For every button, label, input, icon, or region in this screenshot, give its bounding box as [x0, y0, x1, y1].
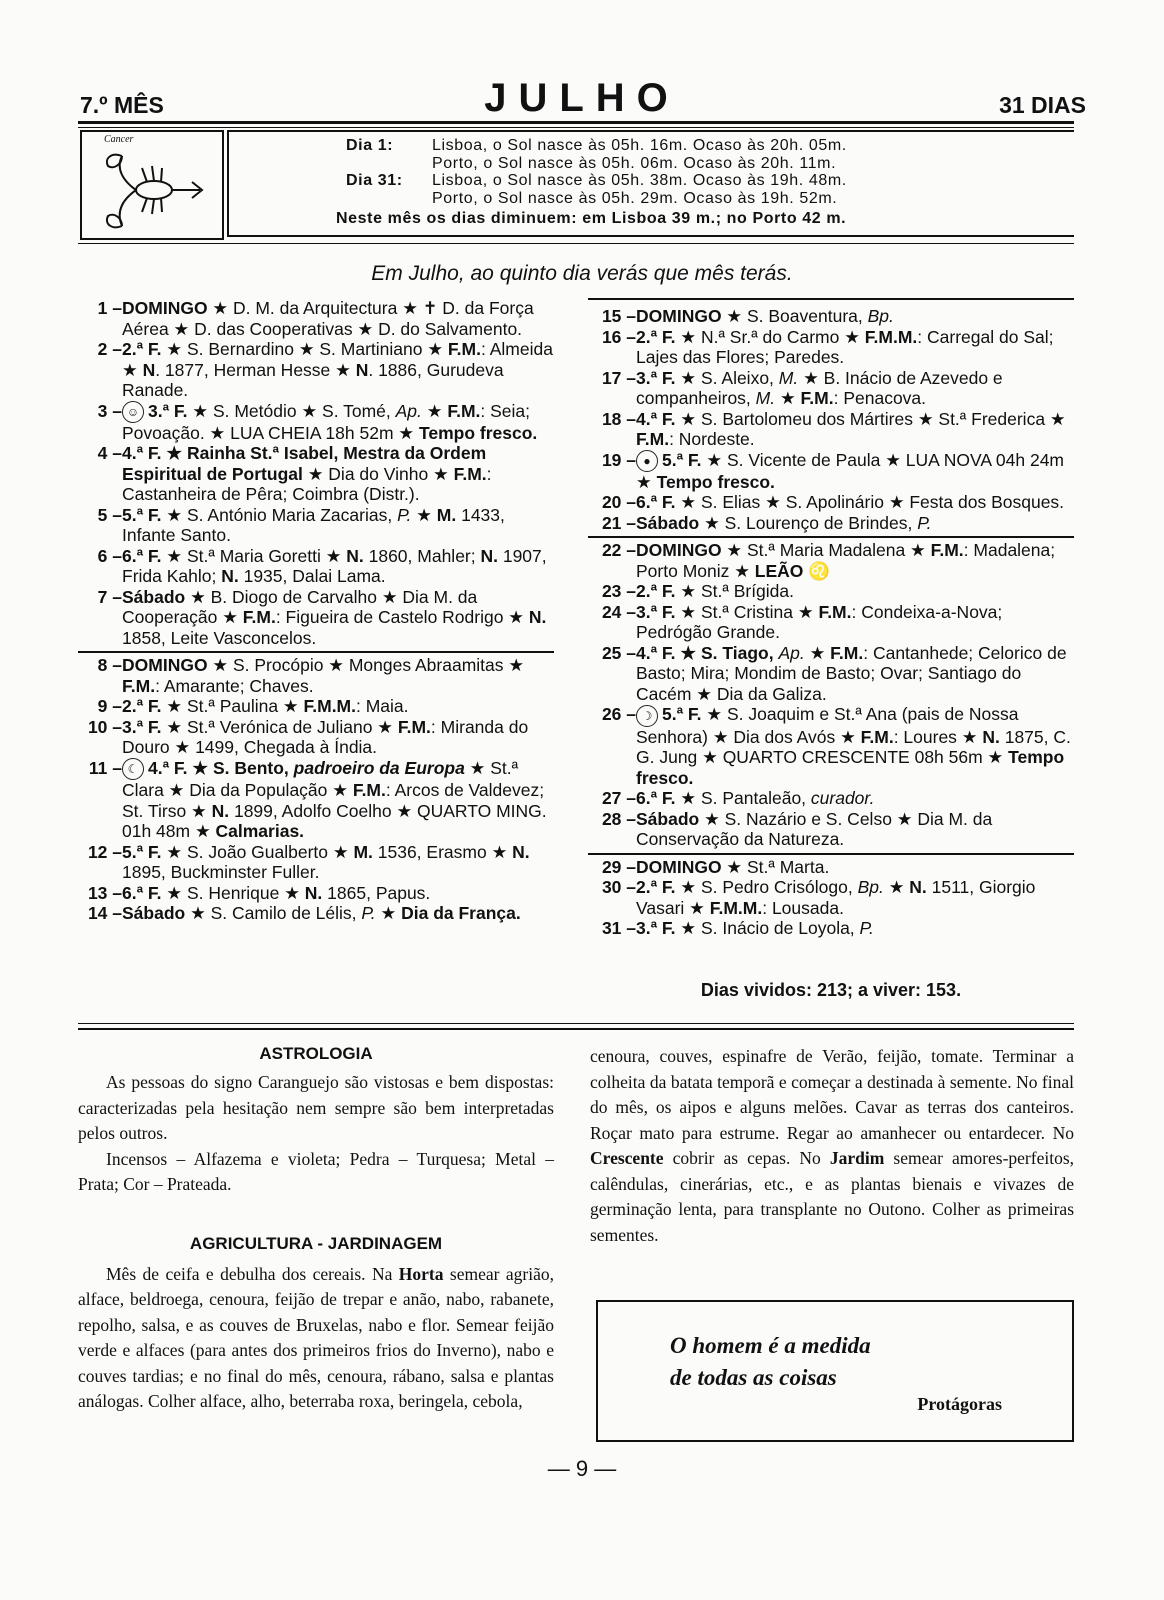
quote-author: Protágoras — [917, 1394, 1002, 1414]
page-number: — 9 — — [547, 1456, 617, 1481]
day31-lisboa: Lisboa, o Sol nasce às 05h. 38m. Ocaso às 19h. 48m. — [432, 172, 847, 189]
agriculture-title: AGRICULTURA - JARDINAGEM — [189, 1233, 443, 1253]
quote-box — [596, 1300, 1074, 1442]
day-entry: 5 – 5.ª F. ★ S. António Maria Zacarias, P. ★ M. 1433, Infante Santo. — [97, 504, 505, 546]
day-entry: 4 – 4.ª F. ★ Rainha St.ª Isabel, Mestra da Ordem Espiritual de Portugal ★ Dia do Vinho ★ F.M.: Castanheira de Pêra; Coimbra (Distr.). — [97, 443, 492, 505]
day-entry: 17 – 3.ª F. ★ S. Aleixo, M. ★ B. Inácio de Azevedo e companheiros, M. ★ F.M.: Penacova. — [601, 367, 1003, 408]
astrology-section — [78, 1044, 554, 1415]
last-quarter-moon-icon: ☾ — [122, 758, 144, 780]
sun-times — [336, 137, 847, 228]
day-entry: 31 – 3.ª F. ★ S. Inácio de Loyola, P. — [601, 918, 874, 939]
day-entry: 6 – 6.ª F. ★ St.ª Maria Goretti ★ N. 1860, Mahler; N. 1907, Frida Kahlo; N. 1935, Dalai Lama. — [97, 545, 547, 587]
month-number: 7.º MÊS — [80, 92, 164, 118]
day1-porto: Porto, o Sol nasce às 05h. 06m. Ocaso às 20h. 11m. — [432, 154, 837, 172]
crayfish-icon — [92, 146, 212, 236]
day-entry: 27 – 6.ª F. ★ S. Pantaleão, curador. — [601, 788, 875, 809]
day-entry: 20 – 6.ª F. ★ S. Elias ★ S. Apolinário ★ Festa dos Bosques. — [601, 492, 1065, 513]
week-divider — [588, 298, 1074, 306]
day-entry: 15 – DOMINGO ★ S. Boaventura, Bp. — [601, 306, 894, 326]
zodiac-sign-box — [80, 130, 224, 240]
day-entry: 22 – DOMINGO ★ St.ª Maria Madalena ★ F.M.: Madalena; Porto Moniz ★ LEÃO ♌ — [588, 536, 1074, 581]
day-entry: 13 – 6.ª F. ★ S. Henrique ★ N. 1865, Papus. — [87, 882, 431, 903]
day1-label: Dia 1: — [346, 137, 394, 154]
day-entry: 18 – 4.ª F. ★ S. Bartolomeu dos Mártires ★ St.ª Frederica ★ F.M.: Nordeste. — [601, 408, 1066, 449]
astrology-attributes: Incensos – Alfazema e violeta; Pedra – Turquesa; Metal – Prata; Cor – Prateada. — [78, 1148, 554, 1194]
leo-icon: ♌ — [803, 560, 831, 581]
day-entry: 23 – 2.ª F. ★ St.ª Brígida. — [601, 581, 795, 602]
page-title: JULHO — [484, 76, 680, 120]
section-rule-thick — [78, 1028, 1074, 1030]
day-entry: 12 – 5.ª F. ★ S. João Gualberto ★ M. 1536, Erasmo ★ N. 1895, Buckminster Fuller. — [87, 841, 530, 883]
sun-box-bottom — [227, 235, 1074, 237]
day-entry: 25 – 4.ª F. ★ S. Tiago, Ap. ★ F.M.: Cantanhede; Celorico de Basto; Mira; Mondim de Basto; Ovar; Santiago do Cacém ★ Dia da Galiza. — [601, 642, 1067, 704]
header-rule — [78, 121, 1074, 124]
days-summary: Dias vividos: 213; a viver: 153. — [700, 980, 962, 1000]
astrology-text: As pessoas do signo Caranguejo são vistosas e bem dispostas: caracterizadas pela hesitação nem sempre são bem interpretadas pelos outros. — [78, 1072, 554, 1143]
day-entry: 9 – 2.ª F. ★ St.ª Paulina ★ F.M.M.: Maia. — [97, 696, 409, 717]
header-rule-thin — [78, 127, 1074, 128]
day-entry: 28 – Sábado ★ S. Nazário e S. Celso ★ Dia M. da Conservação da Natureza. — [601, 808, 993, 850]
days-column-left — [78, 298, 554, 924]
header-rule-bottom — [78, 243, 1074, 244]
day-entry: 19 – ● 5.ª F. ★ S. Vicente de Paula ★ LUA NOVA 04h 24m ★ Tempo fresco. — [601, 449, 1065, 492]
day-entry: 30 – 2.ª F. ★ S. Pedro Crisólogo, Bp. ★ N. 1511, Giorgio Vasari ★ F.M.M.: Lousada. — [601, 877, 1036, 918]
new-moon-icon: ● — [636, 450, 658, 472]
days-column-right — [588, 298, 1074, 939]
agriculture-text: Mês de ceifa e debulha dos cereais. Na Horta semear agrião, alface, beldroega, cenoura, feijão de trepar e anão, nabo, rabanete, repolho, salsa, e as couves de Bruxelas, nabo e flor. Semear feijão verde e alfaces (para antes dos primeiros frios do Inverno), nabo e couves tardias; e no final do mês, cenoura, rábano, salsa e plantas análogas. Colher alface, alho, beterraba roxa, beringela, cebola, — [78, 1263, 554, 1411]
day-entry: 29 – DOMINGO ★ St.ª Marta. — [588, 853, 1074, 878]
day-entry: 8 – DOMINGO ★ S. Procópio ★ Monges Abraamitas ★ F.M.: Amarante; Chaves. — [78, 651, 554, 696]
days-count: 31 DIAS — [999, 92, 1086, 118]
day-entry: 7 – Sábado ★ B. Diogo de Carvalho ★ Dia M. da Cooperação ★ F.M.: Figueira de Castelo Rodrigo ★ N. 1858, Leite Vasconcelos. — [97, 586, 547, 648]
day-entry: 21 – Sábado ★ S. Lourenço de Brindes, P. — [601, 512, 932, 533]
day-entry: 11 – ☾ 4.ª F. ★ S. Bento, padroeiro da Europa ★ St.ª Clara ★ Dia da População ★ F.M.: Arcos de Valdevez; St. Tirso ★ N. 1899, Adolfo Coelho ★ QUARTO MING. 01h 48m ★ Calmarias. — [88, 757, 547, 842]
sun-box-left — [227, 130, 229, 237]
day-entry: 3 – ☺ 3.ª F. ★ S. Metódio ★ S. Tomé, Ap. ★ F.M.: Seia; Povoação. ★ LUA CHEIA 18h 52m ★ Tempo fresco. — [97, 400, 538, 443]
agriculture-continued: cenoura, couves, espinafre de Verão, feijão, tomate. Terminar a colheita da batata temporã e começar a destinada à semente. No final do mês, os aipos e alguns melões. Cavar as terras dos canteiros. Roçar mato para estrume. Regar ao amanhecer ou entardecer. No Crescente cobrir as cepas. No Jardim semear amores-perfeitos, calêndulas, cinerárias, etc., e as plantas bienais e vivazes de germinação lenta, para transplante no Outono. Colher as primeiras sementes. — [590, 1046, 1075, 1245]
sun-box-top — [227, 130, 1074, 132]
day1-lisboa: Lisboa, o Sol nasce às 05h. 16m. Ocaso às 20h. 05m. — [432, 137, 847, 154]
section-rule — [78, 1023, 1074, 1024]
day-entry: 1 – DOMINGO ★ D. M. da Arquitectura ★ ✝ D. da Força Aérea ★ D. das Cooperativas ★ D. do Salvamento. — [97, 298, 534, 339]
day31-label: Dia 31: — [346, 172, 403, 189]
day-entry: 14 – Sábado ★ S. Camilo de Lélis, P. ★ Dia da França. — [87, 903, 521, 924]
day-entry: 16 – 2.ª F. ★ N.ª Sr.ª do Carmo ★ F.M.M.: Carregal do Sal; Lajes das Flores; Paredes. — [601, 326, 1054, 367]
day31-porto: Porto, o Sol nasce às 05h. 29m. Ocaso às 19h. 52m. — [432, 189, 838, 207]
day-entry: 26 – ☽ 5.ª F. ★ S. Joaquim e St.ª Ana (pais de Nossa Senhora) ★ Dia dos Avós ★ F.M.: Loures ★ N. 1875, C. G. Jung ★ QUARTO CRESCENTE 08h 56m ★ Tempo fresco. — [601, 704, 1071, 788]
quote-text: O homem é a medida de todas as coisas — [670, 1333, 871, 1390]
day-entry: 2 – 2.ª F. ★ S. Bernardino ★ S. Martiniano ★ F.M.: Almeida ★ N. 1877, Herman Hesse ★ N. 1886, Gurudeva Ranade. — [97, 339, 553, 400]
daylight-summary: Neste mês os dias diminuem: em Lisboa 39 m.; no Porto 42 m. — [336, 210, 847, 227]
proverb: Em Julho, ao quinto dia verás que mês terás. — [371, 262, 793, 285]
first-quarter-moon-icon: ☽ — [636, 705, 658, 727]
full-moon-icon: ☺ — [122, 401, 144, 423]
astrology-title: ASTROLOGIA — [259, 1044, 373, 1063]
day-entry: 24 – 3.ª F. ★ St.ª Cristina ★ F.M.: Condeixa-a-Nova; Pedrógão Grande. — [601, 601, 1003, 643]
day-entry: 10 – 3.ª F. ★ St.ª Verónica de Juliano ★ F.M.: Miranda do Douro ★ 1499, Chegada à Índia. — [87, 716, 529, 758]
sign-label: Cancer — [104, 134, 134, 145]
